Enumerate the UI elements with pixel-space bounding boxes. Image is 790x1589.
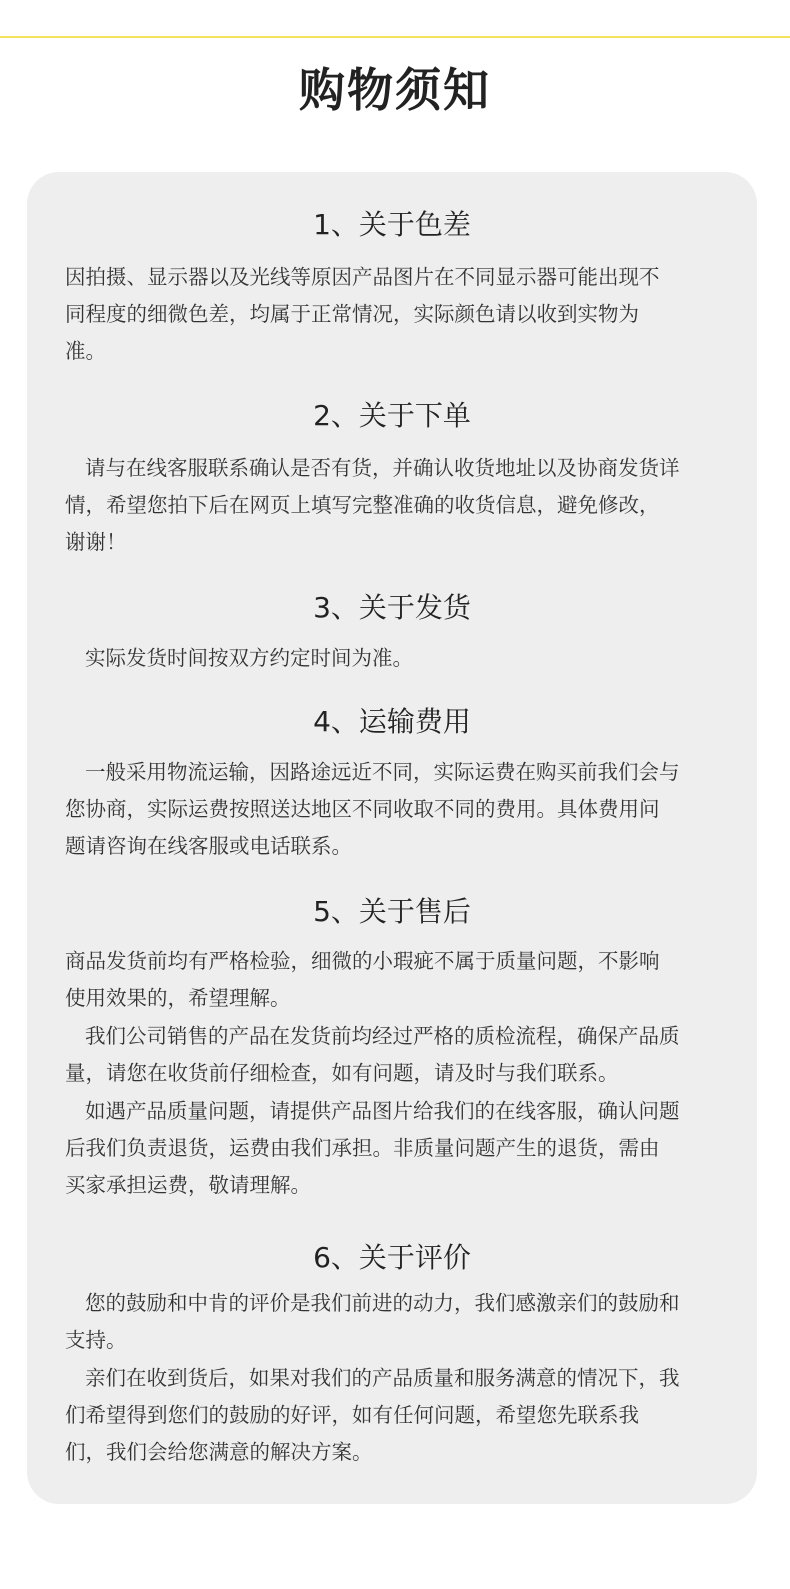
section-paragraph-reviews-1: 您的鼓励和中肯的评价是我们前进的动力，我们感激亲们的鼓励和 支持。 bbox=[65, 1291, 680, 1352]
section-heading-ordering: 2、关于下单 bbox=[313, 399, 471, 432]
shopping-notice-card bbox=[27, 172, 757, 1504]
section-heading-shipping: 3、关于发货 bbox=[313, 591, 471, 624]
section-paragraph-freight: 一般采用物流运输，因路途远近不同，实际运费在购买前我们会与 您协商，实际运费按照送达地区不同收取不同的费用。具体费用问 题请咨询在线客服或电话联系。 bbox=[65, 760, 680, 858]
section-paragraph-color-difference: 因拍摄、显示器以及光线等原因产品图片在不同显示器可能出现不 同程度的细微色差，均属于正常情况，实际颜色请以收到实物为 准。 bbox=[65, 265, 660, 363]
page-title: 购物须知 bbox=[299, 63, 491, 117]
section-paragraph-after-sales-1: 商品发货前均有严格检验，细微的小瑕疵不属于质量问题，不影响 使用效果的，希望理解。 bbox=[65, 949, 660, 1010]
section-heading-after-sales: 5、关于售后 bbox=[313, 895, 471, 928]
section-paragraph-after-sales-3: 如遇产品质量问题，请提供产品图片给我们的在线客服，确认问题 后我们负责退货，运费由我们承担。非质量问题产生的退货，需由 买家承担运费，敬请理解。 bbox=[65, 1099, 680, 1197]
section-paragraph-reviews-2: 亲们在收到货后，如果对我们的产品质量和服务满意的情况下，我 们希望得到您们的鼓励的好评，如有任何问题，希望您先联系我 们，我们会给您满意的解决方案。 bbox=[65, 1366, 680, 1464]
section-heading-freight: 4、运输费用 bbox=[313, 705, 471, 738]
section-paragraph-ordering: 请与在线客服联系确认是否有货，并确认收货地址以及协商发货详 情，希望您拍下后在网页上填写完整准确的收货信息，避免修改， 谢谢！ bbox=[65, 456, 680, 554]
section-paragraph-shipping: 实际发货时间按双方约定时间为准。 bbox=[85, 646, 413, 670]
section-paragraph-after-sales-2: 我们公司销售的产品在发货前均经过严格的质检流程，确保产品质 量，请您在收货前仔细检查，如有问题，请及时与我们联系。 bbox=[65, 1024, 680, 1085]
top-divider bbox=[0, 36, 790, 38]
section-heading-reviews: 6、关于评价 bbox=[313, 1241, 471, 1274]
section-heading-color-difference: 1、关于色差 bbox=[313, 208, 471, 241]
